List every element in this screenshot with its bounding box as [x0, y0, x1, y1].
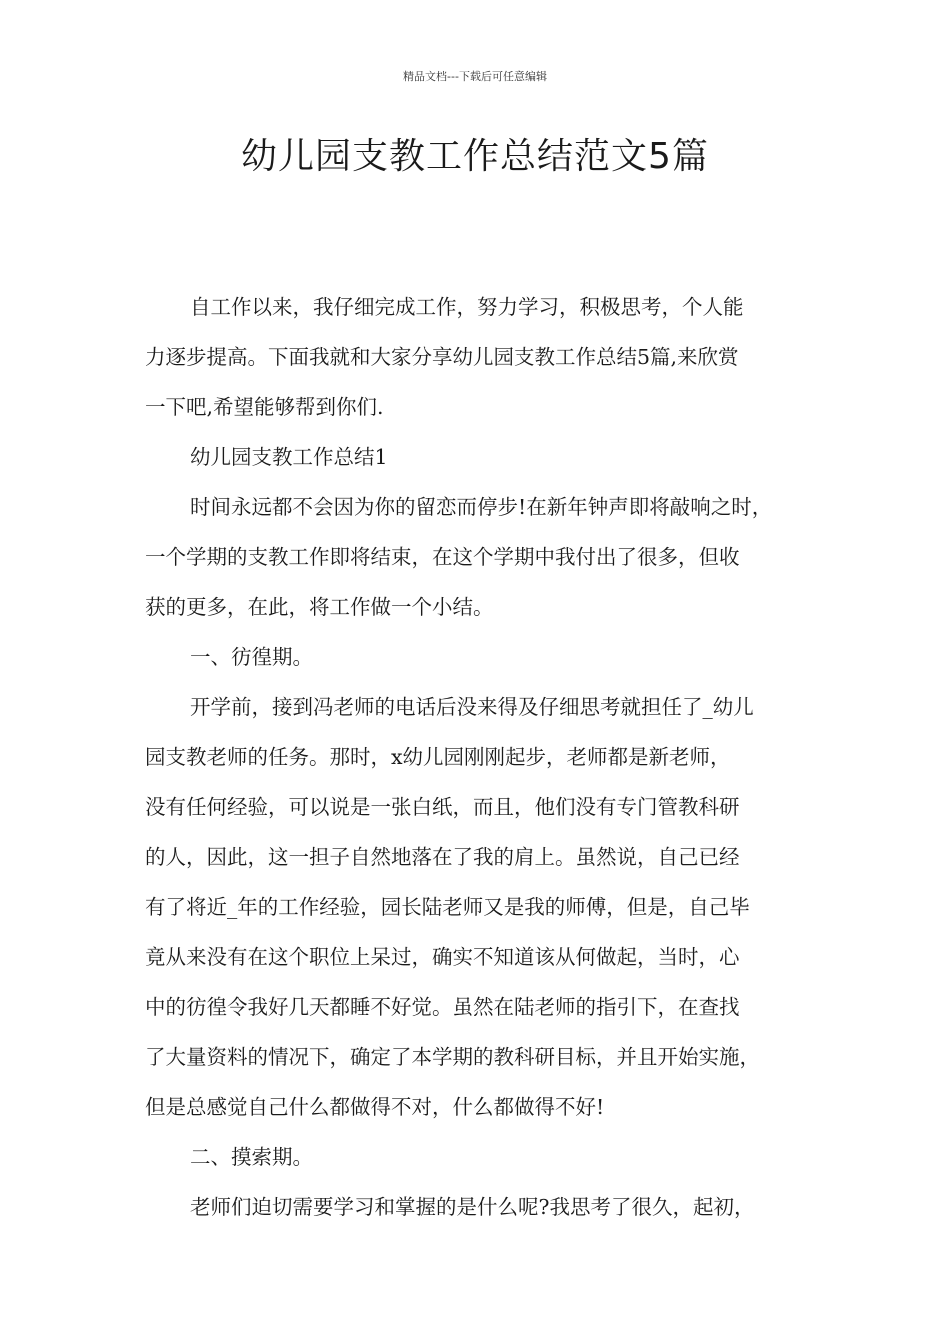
- paragraph-line: 有了将近_年的工作经验，园长陆老师又是我的师傅，但是，自己毕: [145, 895, 750, 919]
- paragraph-line: 了大量资料的情况下，确定了本学期的教科研目标，并且开始实施，: [145, 1045, 760, 1069]
- paragraph-line: 的人，因此，这一担子自然地落在了我的肩上。虽然说，自己已经: [145, 845, 740, 869]
- document-body: [145, 282, 830, 1232]
- document-title: 幼儿园支教工作总结范文5篇: [241, 136, 709, 177]
- header-note: 精品文档---下载后可任意编辑: [403, 70, 547, 83]
- paragraph-line: 自工作以来，我仔细完成工作，努力学习，积极思考，个人能: [190, 295, 744, 319]
- paragraph-line: 一下吧,希望能够帮到你们.: [145, 395, 384, 419]
- paragraph-line: 但是总感觉自己什么都做得不对，什么都做得不好!: [145, 1095, 605, 1119]
- section-heading: 一、彷徨期。: [190, 645, 313, 669]
- paragraph-line: 获的更多，在此，将工作做一个小结。: [145, 595, 494, 619]
- paragraph-line: 竟从来没有在这个职位上呆过，确实不知道该从何做起，当时，心: [145, 945, 740, 969]
- paragraph-line: 时间永远都不会因为你的留恋而停步!在新年钟声即将敲响之时，: [190, 495, 773, 519]
- section-heading: 二、摸索期。: [190, 1145, 313, 1169]
- paragraph-line: 园支教老师的任务。那时，x幼儿园刚刚起步，老师都是新老师，: [145, 745, 731, 769]
- section-heading: 幼儿园支教工作总结1: [190, 445, 388, 469]
- paragraph-line: 开学前，接到冯老师的电话后没来得及仔细思考就担任了_幼儿: [190, 695, 754, 719]
- paragraph-line: 力逐步提高。下面我就和大家分享幼儿园支教工作总结5篇,来欣赏: [145, 345, 739, 369]
- paragraph-line: 一个学期的支教工作即将结束，在这个学期中我付出了很多，但收: [145, 545, 740, 569]
- paragraph-line: 中的彷徨令我好几天都睡不好觉。虽然在陆老师的指引下，在查找: [145, 995, 740, 1019]
- paragraph-line: 没有任何经验，可以说是一张白纸，而且，他们没有专门管教科研: [145, 795, 740, 819]
- paragraph-line: 老师们迫切需要学习和掌握的是什么呢?我思考了很久，起初，: [190, 1195, 755, 1219]
